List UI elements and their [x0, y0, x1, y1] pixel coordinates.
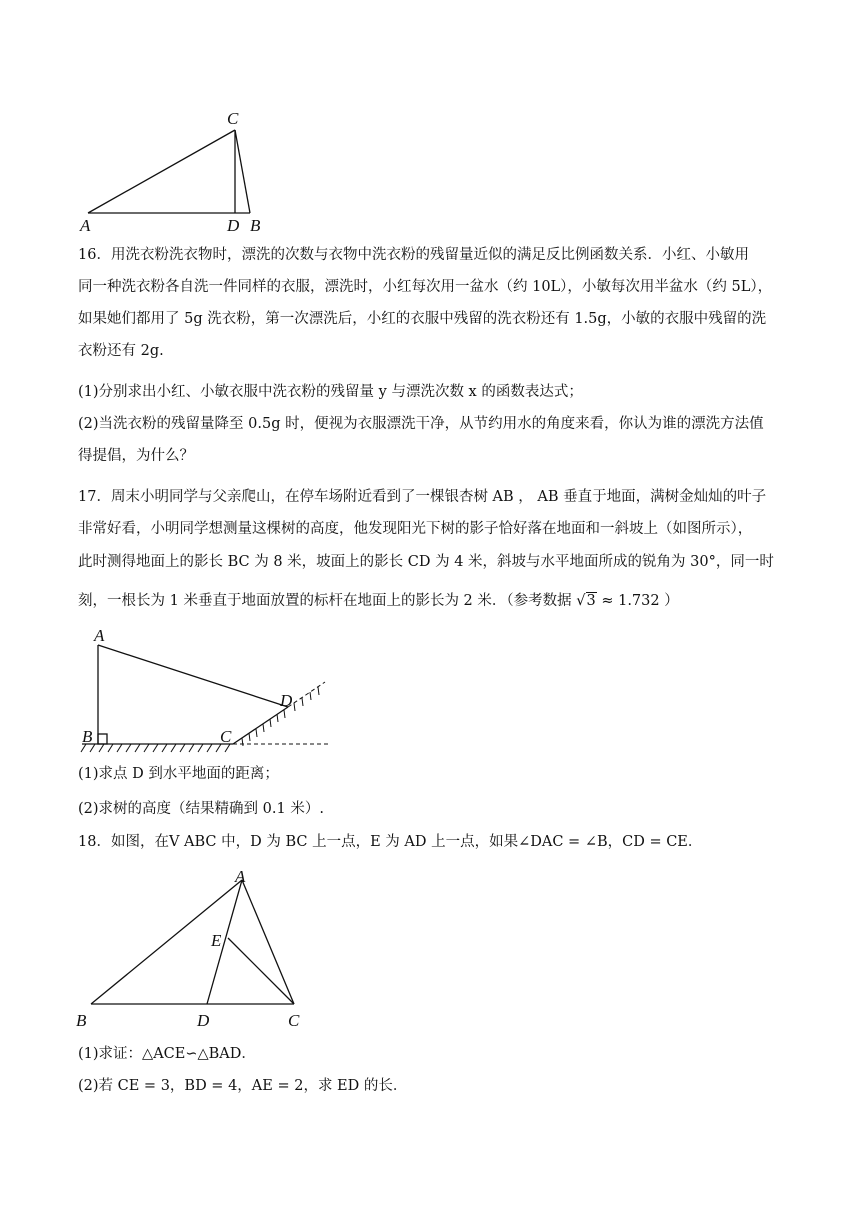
- q17-line-2: 非常好看，小明同学想测量这棵树的高度，他发现阳光下树的影子恰好落在地面和一斜坡上（如图所示），: [78, 521, 753, 537]
- q17-line-1: 17．周末小明同学与父亲爬山，在停车场附近看到了一棵银杏树 AB ， AB 垂直于地面，满树金灿灿的叶子: [78, 489, 767, 505]
- sqrt-symbol: √: [576, 593, 586, 609]
- label-d: D: [280, 691, 293, 710]
- q18-sub-1: (1)求证：△ACE∽△BAD．: [78, 1046, 256, 1062]
- label-b: B: [76, 1011, 87, 1030]
- q18-line-1: 18．如图，在V ABC 中，D 为 BC 上一点，E 为 AD 上一点，如果∠DAC = ∠B，CD = CE．: [78, 834, 703, 850]
- label-b: B: [250, 216, 261, 235]
- label-e: E: [211, 931, 222, 950]
- q17-line-4-after: ≈ 1.732 ）: [596, 593, 679, 609]
- sqrt-radicand: 3: [586, 593, 596, 609]
- figure-triangle-abc-altitude: [70, 100, 290, 240]
- q16-line-1: 16．用洗衣粉洗衣物时，漂洗的次数与衣物中洗衣粉的残留量近似的满足反比例函数关系．小红、小敏用: [78, 247, 749, 263]
- label-a: A: [80, 216, 91, 235]
- q17-sub-1: (1)求点 D 到水平地面的距离；: [78, 766, 279, 782]
- q17-line-3: 此时测得地面上的影长 BC 为 8 米，坡面上的影长 CD 为 4 米，斜坡与水平地面所成的锐角为 30°，同一时: [78, 554, 774, 570]
- figure-triangle-abc-similar: [70, 860, 330, 1030]
- label-c: C: [227, 109, 239, 128]
- label-d: D: [197, 1011, 210, 1030]
- label-d: D: [227, 216, 240, 235]
- q16-sub-2b: 得提倡，为什么？: [78, 448, 194, 464]
- q16-sub-2a: (2)当洗衣粉的残留量降至 0.5g 时，便视为衣服漂洗干净，从节约用水的角度来看，你认为谁的漂洗方法值: [78, 416, 764, 432]
- label-b: B: [82, 727, 93, 746]
- label-a: A: [235, 867, 246, 886]
- q16-line-2: 同一种洗衣粉各自洗一件同样的衣服，漂洗时，小红每次用一盆水（约 10L），小敏每次用半盆水（约 5L），: [78, 279, 773, 295]
- q16-sub-1: (1)分别求出小红、小敏衣服中洗衣粉的残留量 y 与漂洗次数 x 的函数表达式；: [78, 384, 583, 400]
- label-c: C: [220, 727, 232, 746]
- q17-sub-2: (2)求树的高度（结果精确到 0.1 米）.: [78, 801, 324, 817]
- q16-line-3: 如果她们都用了 5g 洗衣粉，第一次漂洗后，小红的衣服中残留的洗衣粉还有 1.5g，小敏的衣服中残留的洗: [78, 311, 767, 327]
- q18-sub-2: (2)若 CE = 3，BD = 4，AE = 2，求 ED 的长．: [78, 1078, 408, 1094]
- q16-line-4: 衣粉还有 2g.: [78, 343, 164, 359]
- label-c: C: [288, 1011, 300, 1030]
- figure-tree-shadow-slope: [70, 620, 340, 760]
- label-a: A: [94, 626, 105, 645]
- q17-line-4: [78, 591, 788, 611]
- q17-line-4-before: 刻，一根长为 1 米垂直于地面放置的标杆在地面上的影长为 2 米．（参考数据: [78, 593, 577, 609]
